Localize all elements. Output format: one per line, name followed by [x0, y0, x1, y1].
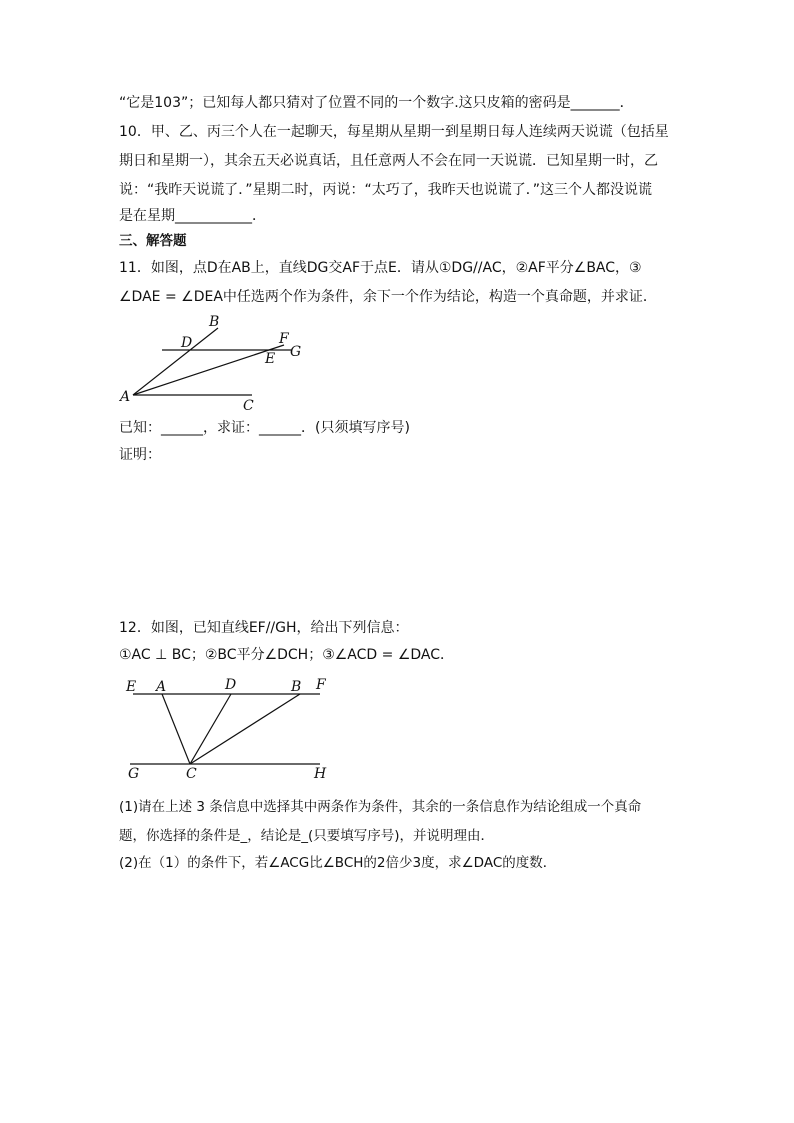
- q11-line2: ∠DAE = ∠DEA中任选两个作为条件，余下一个作为结论，构造一个真命题，并求证．: [119, 289, 657, 305]
- label-E: E: [126, 679, 137, 695]
- label-H: H: [314, 766, 327, 782]
- section-title: 三、解答题: [119, 233, 187, 249]
- label-F: F: [279, 331, 289, 347]
- label-E: E: [265, 351, 276, 367]
- label-D: D: [225, 677, 237, 693]
- q11-known-line: 已知：______，求证：______．(只须填写序号): [119, 420, 410, 436]
- label-G: G: [290, 344, 302, 360]
- segment-DC: [190, 694, 231, 764]
- line-AF: [133, 345, 284, 395]
- line-AB: [133, 328, 218, 395]
- q10-line1: 10．甲、乙、丙三个人在一起聊天，每星期从星期一到星期日每人连续两天说谎（包括星: [119, 124, 669, 140]
- label-D: D: [181, 335, 193, 351]
- label-A: A: [120, 389, 131, 405]
- q12-part1-line1: (1)请在上述 3 条信息中选择其中两条作为条件，其余的一条信息作为结论组成一个真命: [119, 799, 642, 815]
- q11-proof-label: 证明：: [119, 447, 161, 463]
- q12-part2: (2)在（1）的条件下，若∠ACG比∠BCH的2倍少3度，求∠DAC的度数．: [119, 855, 557, 871]
- q10-line2: 期日和星期一），其余五天必说真话，且任意两人不会在同一天说谎．已知星期一时，乙: [119, 153, 658, 169]
- segment-AC: [162, 694, 190, 764]
- segment-BC: [190, 694, 300, 764]
- label-G: G: [128, 766, 140, 782]
- q10-line4: 是在星期___________．: [119, 208, 266, 224]
- q12-line1: 12．如图，已知直线EF//GH，给出下列信息：: [119, 620, 409, 636]
- q12-figure: [115, 672, 340, 784]
- label-B: B: [291, 679, 302, 695]
- label-C: C: [186, 766, 197, 782]
- q11-figure: [110, 308, 310, 418]
- label-C: C: [243, 398, 254, 414]
- label-B: B: [209, 314, 220, 330]
- q11-line1: 11．如图，点D在AB上，直线DG交AF于点E．请从①DG//AC，②AF平分∠BAC，③: [119, 260, 642, 276]
- label-A: A: [156, 679, 167, 695]
- q9-tail-text: “它是103”；已知每人都只猜对了位置不同的一个数字.这只皮箱的密码是_______．: [119, 95, 634, 111]
- q12-line2: ①AC ⊥ BC；②BC平分∠DCH；③∠ACD = ∠DAC．: [119, 647, 455, 663]
- q12-part1-line2: 题，你选择的条件是_，结论是_(只要填写序号)，并说明理由．: [119, 828, 495, 844]
- label-F: F: [316, 677, 326, 693]
- q10-line3: 说：“我昨天说谎了．”星期二时，丙说：“太巧了，我昨天也说谎了．”这三个人都没说谎: [119, 182, 653, 198]
